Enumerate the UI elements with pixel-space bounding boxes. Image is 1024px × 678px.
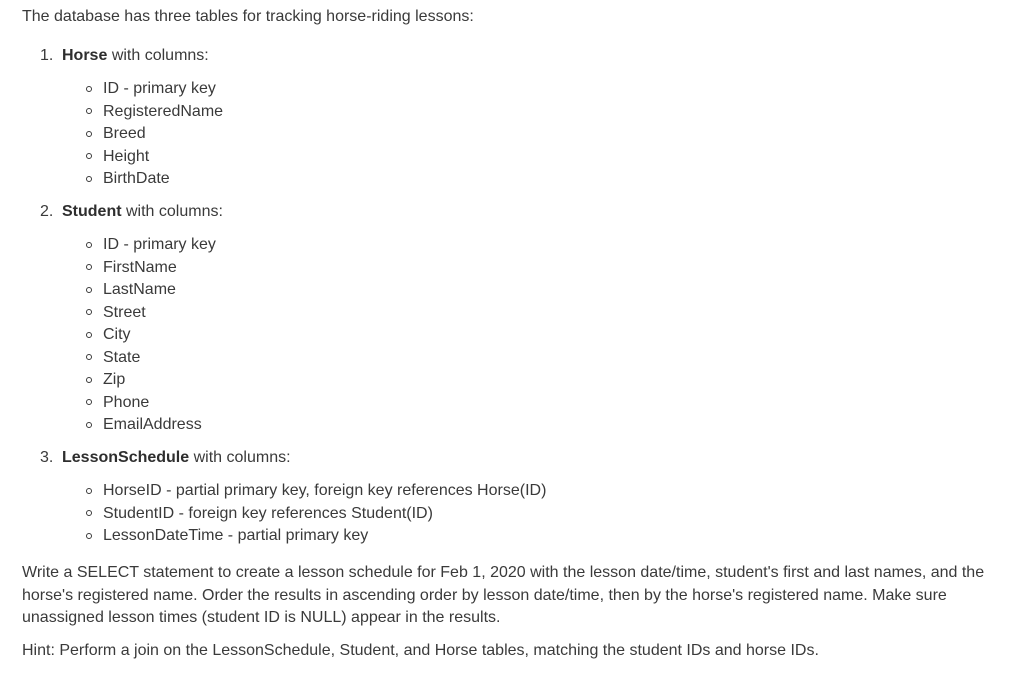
column-list [62,78,1002,191]
table-name: LessonSchedule [62,449,190,466]
table-name: Horse [62,47,108,64]
table-list [22,45,1002,558]
table-suffix: with columns: [111,47,209,64]
bullet-circle-icon [86,309,92,315]
column-item [62,78,1002,101]
column-label: BirthDate [103,170,170,187]
column-item [62,480,1002,503]
hint-paragraph: Hint: Perform a join on the LessonSchedule, Student, and Horse tables, matching the student IDs and horse IDs. [22,642,819,659]
bullet-circle-icon [86,332,92,338]
bullet-circle-icon [86,287,92,293]
column-label: HorseID - partial primary key, foreign key references Horse(ID) [103,482,547,499]
table-number: 2. [40,203,54,220]
table-suffix: with columns: [193,449,291,466]
bullet-circle-icon [86,510,92,516]
column-item [62,234,1002,257]
bullet-circle-icon [86,264,92,270]
column-label: Zip [103,371,126,388]
column-item [62,146,1002,169]
bullet-circle-icon [86,176,92,182]
bullet-circle-icon [86,533,92,539]
bullet-circle-icon [86,377,92,383]
task-paragraph: Write a SELECT statement to create a lesson schedule for Feb 1, 2020 with the lesson date/time, student's first and last names, and the horse's registered name. Order the results in ascending order by lesson date/time, then by the horse's registered name. Make sure unassigned lesson times (student ID is NULL) appear in the results. [22,564,985,626]
column-item [62,324,1002,347]
column-label: Breed [103,125,146,142]
bullet-circle-icon [86,153,92,159]
column-list [62,480,1002,548]
table-number: 3. [40,449,54,466]
column-label: City [103,326,131,343]
table-heading [62,45,1002,68]
column-item [62,392,1002,415]
column-label: LessonDateTime - partial primary key [103,527,369,544]
column-label: LastName [103,281,176,298]
column-label: ID - primary key [103,80,216,97]
column-label: RegisteredName [103,102,224,120]
column-item [62,302,1002,325]
column-label: FirstName [103,258,177,276]
column-item [62,525,1002,548]
column-label: Street [103,303,146,321]
bullet-circle-icon [86,422,92,428]
bullet-circle-icon [86,131,92,137]
column-item [62,279,1002,302]
column-label: Height [103,147,150,165]
column-label: Phone [103,393,150,411]
bullet-circle-icon [86,108,92,114]
bullet-circle-icon [86,242,92,248]
column-item [62,369,1002,392]
table-name: Student [62,203,122,220]
column-item [62,123,1002,146]
column-item [62,347,1002,370]
table-heading [62,447,1002,470]
bullet-circle-icon [86,86,92,92]
table-item-horse [22,45,1002,191]
column-item [62,503,1002,526]
column-label: StudentID - foreign key references Student(ID) [103,504,433,522]
bullet-circle-icon [86,399,92,405]
column-item [62,414,1002,437]
table-item-lessonschedule [22,447,1002,548]
column-item [62,101,1002,124]
bullet-circle-icon [86,488,92,494]
column-item [62,168,1002,191]
table-heading [62,201,1002,224]
table-suffix: with columns: [126,203,223,220]
intro-text: The database has three tables for tracking horse-riding lessons: [22,8,474,25]
column-item [62,257,1002,280]
bullet-circle-icon [86,354,92,360]
column-label: EmailAddress [103,416,202,433]
column-list [62,234,1002,437]
table-number: 1. [40,47,54,64]
column-label: ID - primary key [103,236,216,253]
table-item-student [22,201,1002,437]
column-label: State [103,348,141,366]
